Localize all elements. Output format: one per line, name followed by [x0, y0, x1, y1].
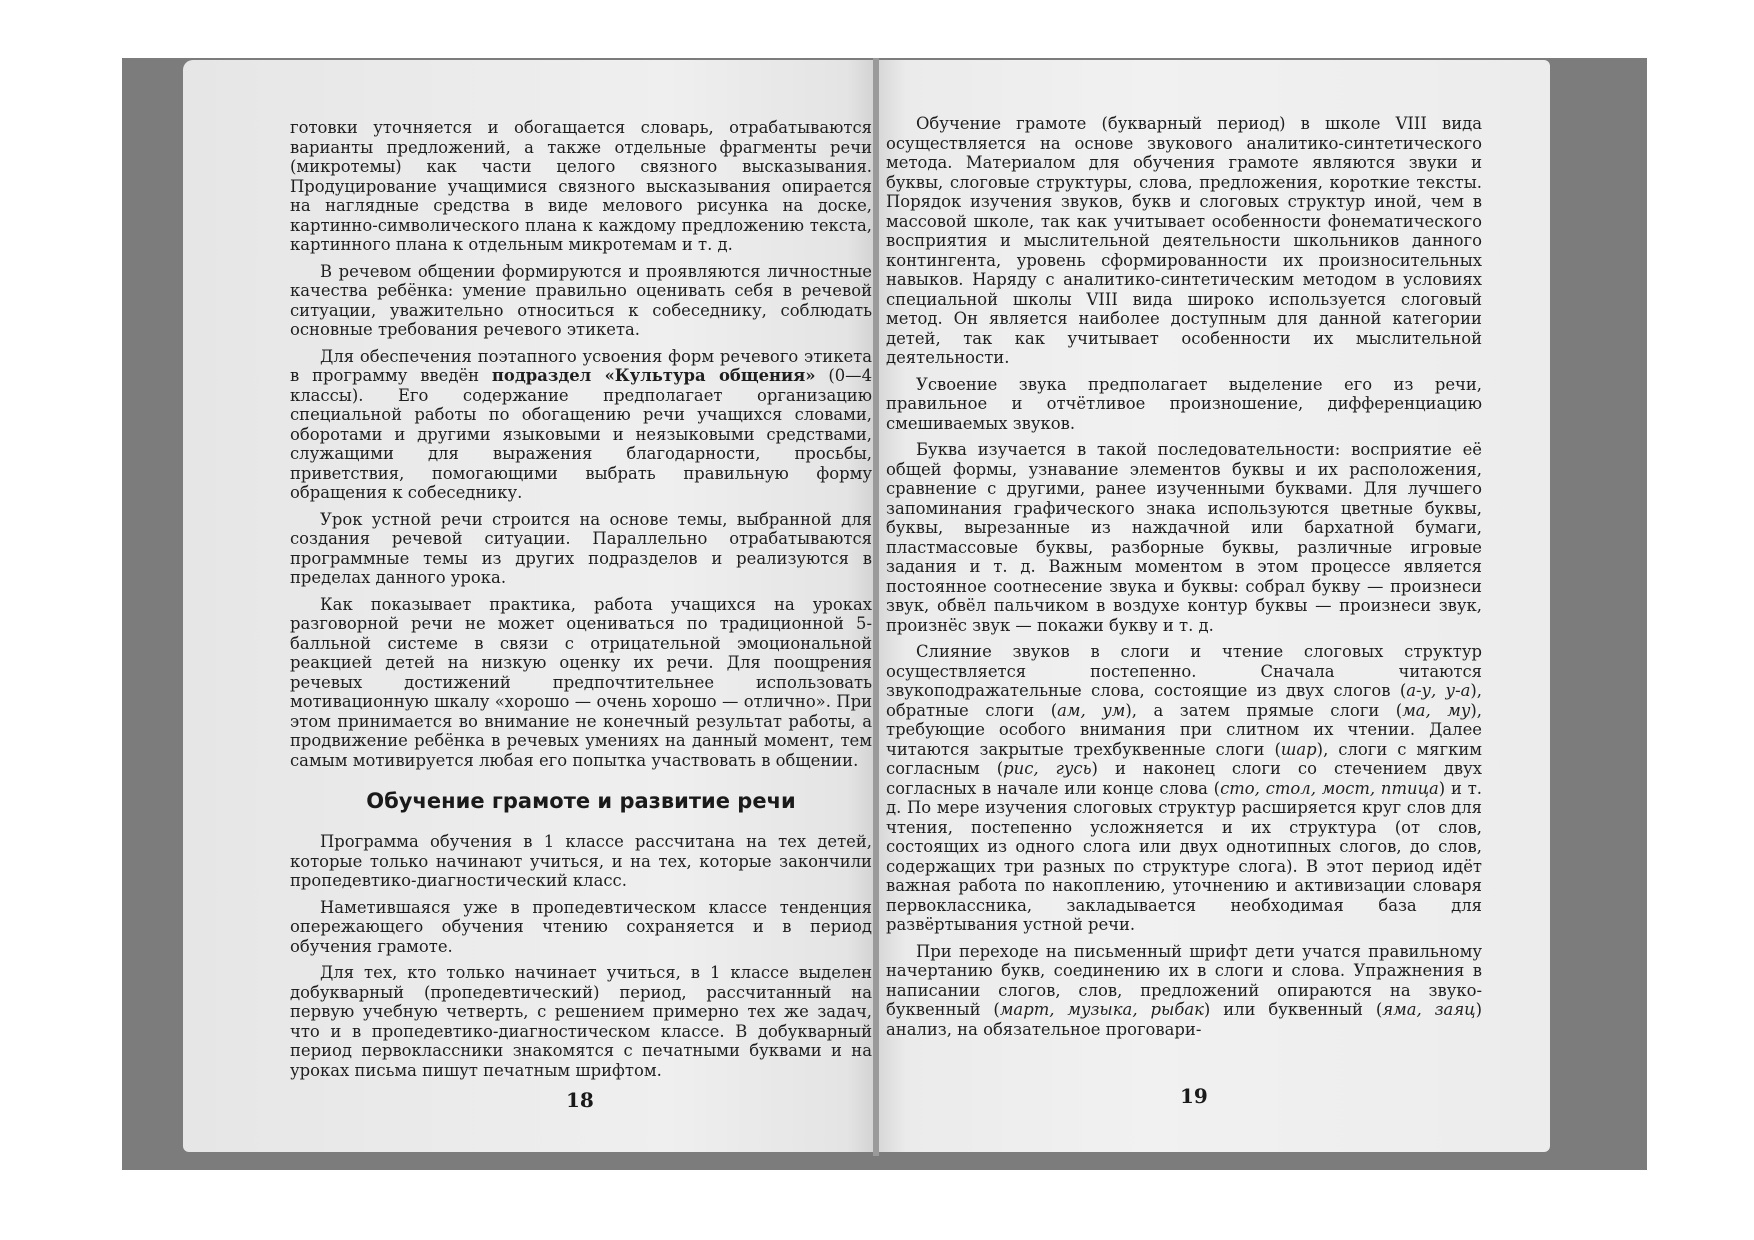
left-paragraphs-after: [290, 832, 872, 1080]
italic-text: сто, стол, мост, птица: [1220, 778, 1439, 798]
text-run: Наметившаяся уже в пропедевтическом классе тенденция опережающего обучения чтению сохраняется и в период обучения грамоте.: [290, 897, 872, 956]
right-paragraphs: [886, 114, 1482, 1039]
paragraph: [886, 440, 1482, 635]
text-run: ) анализ, на обязательное проговари-: [886, 1000, 1483, 1039]
italic-text: ам, ум: [1057, 700, 1126, 720]
paragraph: [886, 375, 1482, 434]
right-page-text: [886, 114, 1482, 1046]
italic-text: яма, заяц: [1382, 1000, 1476, 1019]
text-run: ) и наконец слоги со стечением двух согласных в начале или конце слова (: [886, 759, 1483, 798]
left-paragraphs-before: [290, 118, 872, 770]
italic-text: рис, гусь: [1003, 759, 1092, 778]
paragraph: [290, 347, 872, 503]
text-run: Программа обучения в 1 классе рассчитана на тех детей, которые только начинают учиться, и на тех, которые закончили пропедевтико-диагностический класс.: [290, 832, 872, 890]
paragraph: [290, 898, 872, 957]
italic-text: ма, му: [1402, 700, 1471, 720]
text-run: Урок устной речи строится на основе темы, выбранной для создания речевой ситуации. Параллельно отрабатываются программные темы из других подразделов и реализуются в пределах данного урока.: [290, 509, 872, 587]
paragraph: [290, 963, 872, 1080]
text-run: ), обратные слоги (: [886, 681, 1482, 720]
left-page-text: [290, 118, 872, 1087]
paragraph: [290, 595, 872, 771]
page-number-right: 19: [1180, 1084, 1208, 1108]
text-run: Обучение грамоте (букварный период) в школе VIII вида осуществляется на основе звукового аналитико-синтетического метода. Материалом для обучения грамоте являются звуки и буквы, слоговые структуры, слова, предложения, короткие тексты. Порядок изучения звуков, букв и слоговых структур иной, чем в массовой школе, так как учитывает особенности фонематического восприятия и мыслительной деятельности школьников данного контингента, уровень сформированности их произносительных навыков. Наряду с аналитико-синтетическим методом в условиях специальной школы VIII вида широко используется слоговый метод. Он является наиболее доступным для данной категории детей, так как учитывает особенности их мыслительной деятельности.: [886, 114, 1482, 367]
section-heading: Обучение грамоте и развитие речи: [366, 789, 796, 813]
text-run: Как показывает практика, работа учащихся на уроках разговорной речи не может оцениваться по традиционной 5-балльной системе в связи с отрицательной эмоциональной реакцией детей на низкую оценку их речи. Для поощрения речевых достижений предпочтительнее использовать мотивационную шкалу «хорошо — очень хорошо — отлично». При этом принимается во внимание не конечный результат работы, а продвижение ребёнка в речевых умениях на данный момент, тем самым мотивируется любая его попытка участвовать в общении.: [290, 594, 872, 770]
text-run: ) или буквенный (: [1203, 1000, 1383, 1019]
text-run: Буква изучается в такой последовательности: восприятие её общей формы, узнавание элементов буквы и их расположения, сравнение с другими, ранее изученными буквами. Для лучшего запоминания графического знака используются цветные буквы, буквы, вырезанные из наждачной или бархатной бумаги, пластмассовые буквы, разборные буквы, различные игровые задания и т. д. Важным моментом в этом процессе является постоянное соотнесение звука и буквы: собрал букву — произнеси звук, обвёл пальчиком в воздухе контур буквы — произнеси звук, произнёс звук — покажи букву и т. д.: [886, 440, 1482, 635]
text-run: Для тех, кто только начинает учиться, в 1 классе выделен добукварный (пропедевтический) период, рассчитанный на первую учебную четверть, с решением примерно тех же задач, что и в пропедевтико-диагностическом классе. В добукварный период первоклассники знакомятся с печатными буквами и на уроках письма пишут печатным шрифтом.: [290, 963, 872, 1080]
italic-text: шар: [1280, 739, 1317, 759]
text-run: ) и т. д. По мере изучения слоговых структур расширяется круг слов для чтения, постепенно усложняется и их структура (от слов, состоящих из одного слога или двух однотипных слогов, до слов, содержащих три разных по структуре слога). В этот период идёт важная работа по накоплению, уточнению и активизации словаря первоклассника, закладывается необходимая база для развёртывания устной речи.: [886, 778, 1482, 934]
paragraph: [290, 118, 872, 255]
text-run: ), требующие особого внимания при слитном их чтении. Далее читаются закрытые трехбуквенные слоги (: [886, 700, 1482, 759]
paragraph: [290, 832, 872, 891]
italic-text: март, музыка, рыбак: [999, 1000, 1204, 1019]
book-spine: [873, 58, 879, 1156]
text-run: (0—4 классы). Его содержание предполагает организацию специальной работы по обогащению речи учащихся словами, оборотами и другими языковыми и неязыковыми средствами, служащими для выражения благодарности, просьбы, приветствия, помогающими выбрать правильную форму обращения к собеседнику.: [290, 366, 873, 502]
text-run: ), а затем прямые слоги (: [1125, 700, 1403, 720]
text-run: готовки уточняется и обогащается словарь, отрабатываются варианты предложений, а также отдельные фрагменты речи (микротемы) как части целого связного высказывания. Продуцирование учащимися связного высказывания опирается на наглядные средства в виде мелового рисунка на доске, картинно-символического плана к каждому предложению текста, картинного плана к отдельным микротемам и т. д.: [290, 118, 872, 254]
bold-text: подраздел «Культура общения»: [491, 366, 816, 385]
text-run: ), слоги с мягким согласным (: [886, 739, 1482, 778]
text-run: При переходе на письменный шрифт дети учатся правильному начертанию букв, соединению их в слоги и слова. Упражнения в написании слогов, слов, предложений опираются на звуко-буквенный (: [886, 941, 1482, 1019]
paragraph: [886, 114, 1482, 368]
text-run: В речевом общении формируются и проявляются личностные качества ребёнка: умение правильно оценивать себя в речевой ситуации, уважительно относиться к собеседнику, соблюдать основные требования речевого этикета.: [290, 261, 872, 339]
paragraph: [290, 262, 872, 340]
text-run: Усвоение звука предполагает выделение его из речи, правильное и отчётливое произношение, дифференциацию смешиваемых звуков.: [886, 374, 1482, 433]
paragraph: [886, 642, 1482, 935]
italic-text: а-у, у-а: [1406, 681, 1471, 700]
paragraph: [290, 510, 872, 588]
page-number-left: 18: [566, 1088, 594, 1112]
text-run: Для обеспечения поэтапного усвоения форм речевого этикета в программу введён: [290, 346, 872, 385]
text-run: Слияние звуков в слоги и чтение слоговых структур осуществляется постепенно. Сначала читаются звукоподражательные слова, состоящие из двух слогов (: [886, 642, 1482, 700]
paragraph: [886, 942, 1482, 1040]
